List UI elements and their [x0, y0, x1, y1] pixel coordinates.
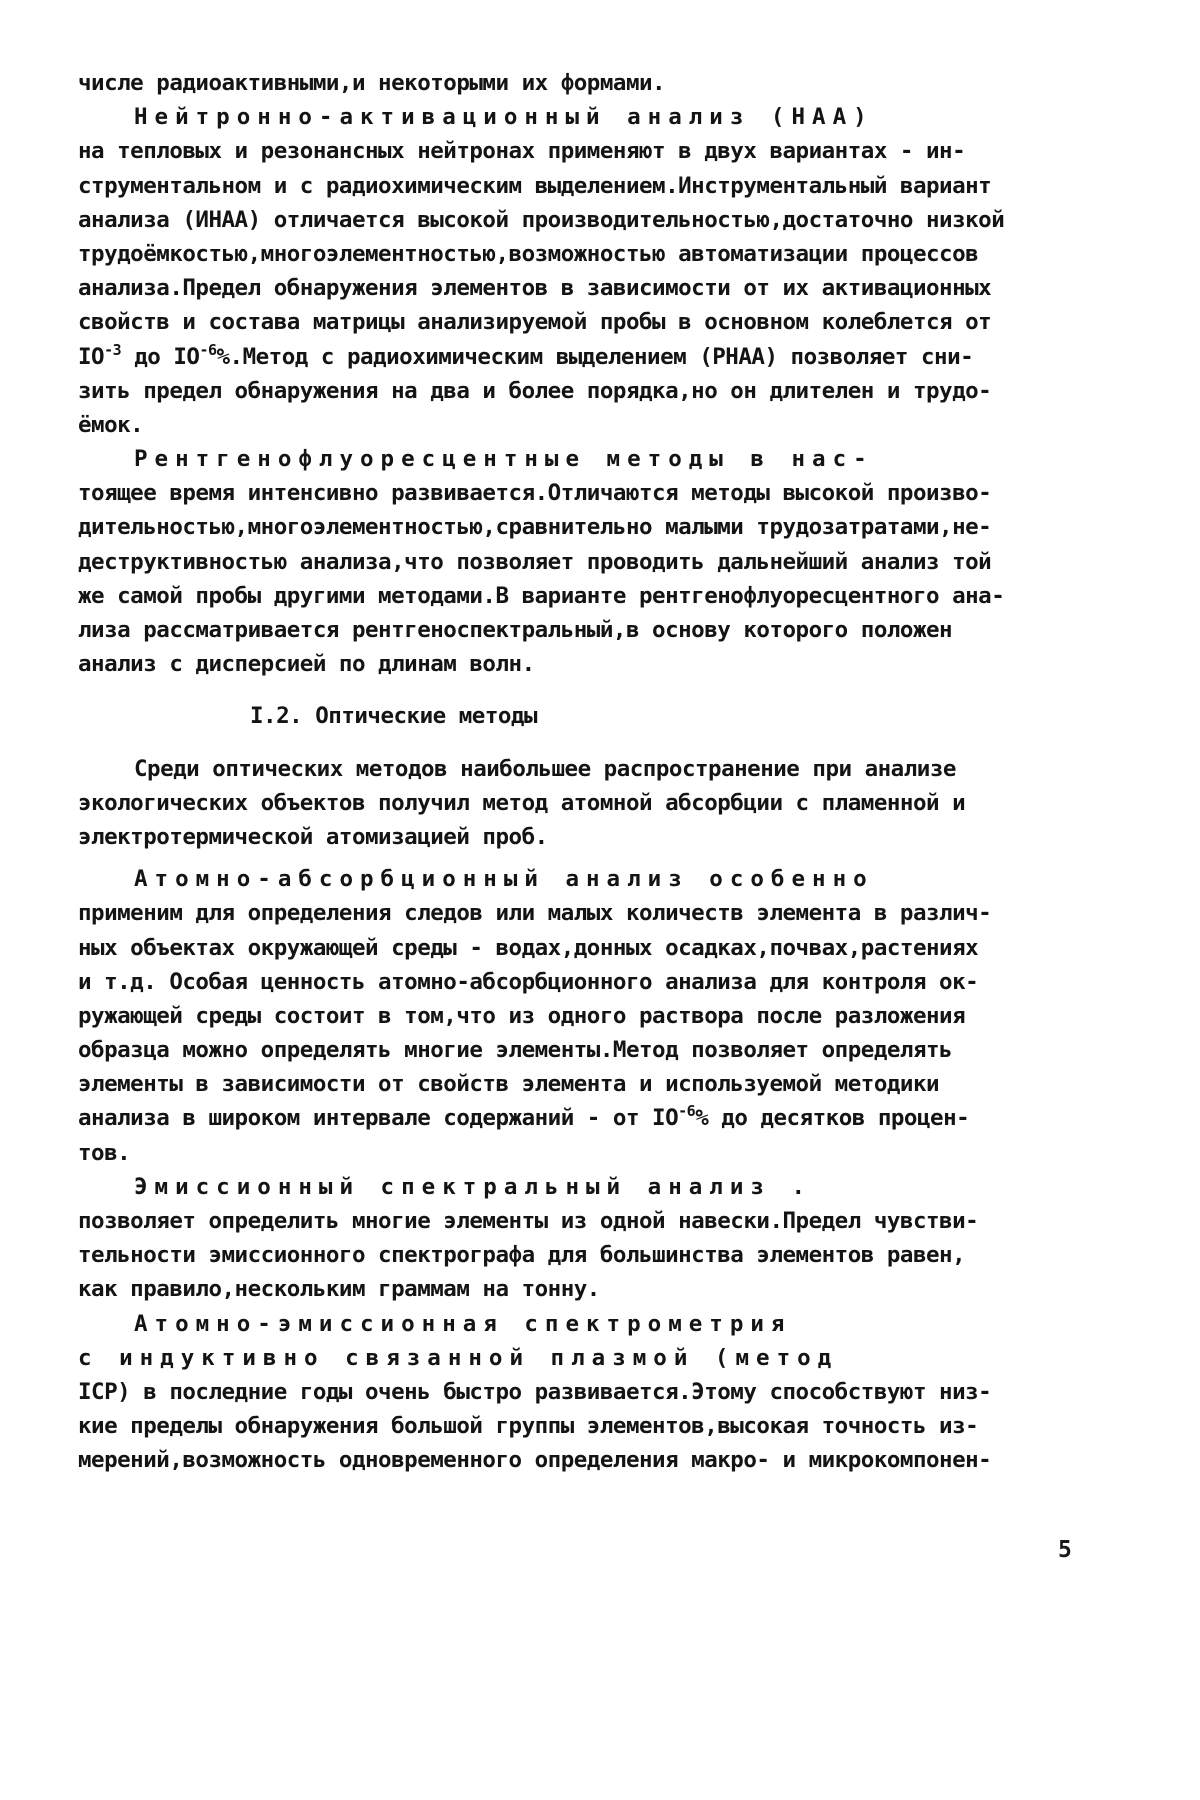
text-line: образца можно определять многие элементы.Метод позволяет определять — [78, 1037, 953, 1064]
exponent: -6 — [199, 340, 217, 359]
text-line: на тепловых и резонансных нейтронах применяют в двух вариантах - ин- — [78, 138, 966, 165]
heading-text: Нейтронно-активационный анализ (НАА) — [134, 104, 874, 131]
text-line: же самой пробы другими методами.В варианте рентгенофлуоресцентного ана- — [78, 582, 1005, 609]
text-line: струментальном и с радиохимическим выделением.Инструментальный вариант — [78, 172, 992, 199]
subsection-title: I.2. Оптические методы — [250, 703, 538, 730]
text-line: анализа.Предел обнаружения элементов в зависимости от их активационных — [78, 275, 992, 302]
text-line: мерений,возможность одновременного определения макро- и микрокомпонен- — [78, 1447, 992, 1474]
section-heading-spaced — [78, 862, 1098, 896]
document-page — [78, 66, 1098, 1478]
text-line: тельности эмиссионного спектрографа для большинства элементов равен, — [78, 1242, 966, 1269]
text-line: электротермической атомизацией проб. — [78, 823, 548, 850]
text-line: анализ с дисперсией по длинам волн. — [78, 651, 535, 678]
text-line: дительностью,многоэлементностью,сравнительно малыми трудозатратами,не- — [78, 514, 992, 541]
text-line: позволяет определить многие элементы из одной навески.Предел чувстви- — [78, 1208, 979, 1234]
text-line: как правило,нескольким граммам на тонну. — [78, 1276, 600, 1303]
section-heading-spaced — [78, 1170, 1098, 1204]
text-line: ёмок. — [78, 411, 144, 438]
text-line: зить предел обнаружения на два и более порядка,но он длителен и трудо- — [78, 377, 992, 404]
text-line: кие пределы обнаружения большой группы элементов,высокая точность из- — [78, 1413, 979, 1440]
text-fragment: % до десятков процен- — [695, 1105, 970, 1132]
text-fragment: до IO — [121, 343, 200, 370]
text-line-with-exponent — [78, 1101, 1098, 1135]
text-line-with-exponents — [78, 340, 1098, 374]
exponent: -3 — [104, 340, 122, 359]
text-line: числе радиоактивными,и некоторыми их формами. — [78, 70, 666, 96]
text-line: тоящее время интенсивно развивается.Отличаются методы высокой произво- — [78, 480, 992, 507]
number-base: IO — [78, 343, 105, 370]
text-line: трудоёмкостью,многоэлементностью,возможностью автоматизации процессов — [78, 240, 979, 267]
text-fragment: %.Метод с радиохимическим выделением (РНАА) позволяет сни- — [216, 343, 974, 370]
text-fragment: анализа в широком интервале содержаний - от IO — [78, 1105, 679, 1132]
heading-text: Рентгенофлуоресцентные методы в нас- — [134, 446, 874, 473]
section-heading-spaced — [78, 1307, 1098, 1341]
exponent: -6 — [678, 1102, 696, 1121]
text-line: ружающей среды состоит в том,что из одного раствора после разложения — [78, 1002, 966, 1029]
text-line: тов. — [78, 1139, 131, 1166]
text-line: ных объектах окружающей среды - водах,донных осадках,почвах,растениях — [78, 934, 979, 961]
text-line: элементы в зависимости от свойств элемента и используемой методики — [78, 1071, 940, 1098]
text-line: анализа (ИНАА) отличается высокой производительностью,достаточно низкой — [78, 206, 1005, 233]
text-line: экологических объектов получил метод атомной абсорбции с пламенной и — [78, 789, 966, 816]
section-heading-spaced — [78, 442, 1098, 476]
text-line: лиза рассматривается рентгеноспектральный,в основу которого положен — [78, 617, 953, 643]
heading-text: Атомно-абсорбционный анализ особенно — [134, 866, 874, 893]
paragraph-gap — [78, 854, 1098, 862]
text-line: применим для определения следов или малых количеств элемента в различ- — [78, 900, 992, 927]
text-line: и т.д. Особая ценность атомно-абсорбционного анализа для контроля ок- — [78, 968, 979, 995]
text-line: Среди оптических методов наибольшее распространение при анализе — [134, 755, 956, 782]
heading-text: Атомно-эмиссионная спектрометрия — [134, 1310, 792, 1337]
heading-text: с индуктивно связанной плазмой (метод — [78, 1344, 839, 1371]
section-heading-spaced — [78, 1341, 1098, 1375]
text-line: ICP) в последние годы очень быстро развивается.Этому способствуют низ- — [78, 1378, 992, 1405]
text-line: деструктивностью анализа,что позволяет проводить дальнейший анализ той — [78, 548, 992, 575]
page-number: 5 — [1058, 1537, 1072, 1563]
heading-text: Эмиссионный спектральный анализ . — [134, 1173, 813, 1200]
text-line: свойств и состава матрицы анализируемой пробы в основном колеблется от — [78, 309, 992, 336]
section-heading-spaced — [78, 100, 1098, 134]
